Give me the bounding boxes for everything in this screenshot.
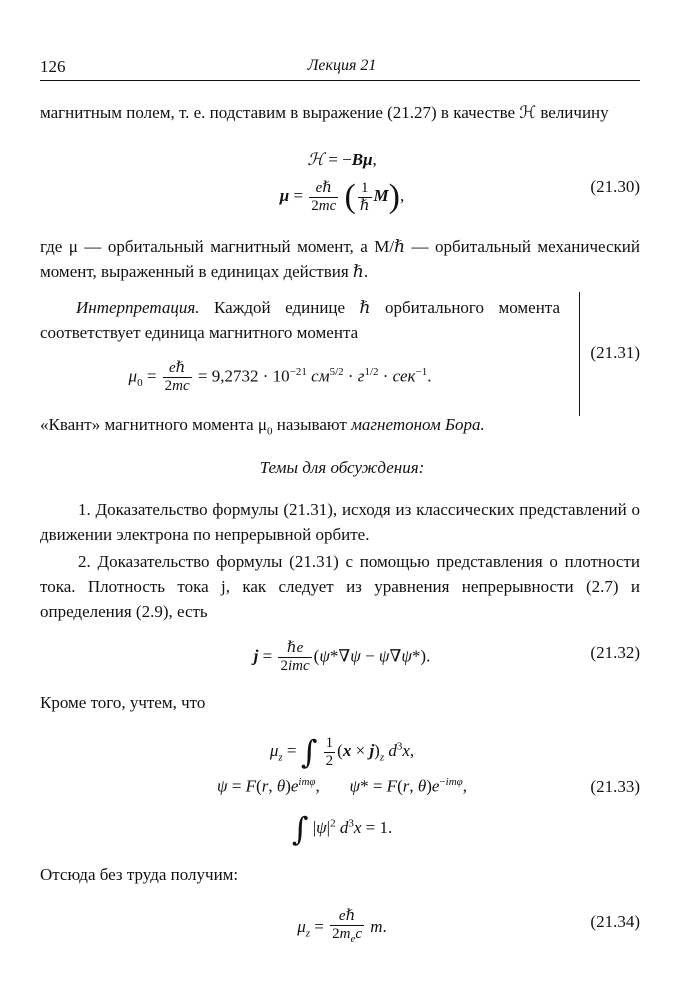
paragraph-otsyuda: Отсюда без труда получим: — [40, 865, 239, 884]
equation-number-21-34: (21.34) — [590, 912, 640, 931]
equation-hamiltonian: ℋ = −Bμ, — [307, 150, 377, 169]
equation-bohr-magneton: $\mu_0$ = $\frac{\text{eℏ}}{2mc}$ = $9,2732 \cdot 10^{-21}$ $см^{5/2} \cdot г^{1/2} \cdot сек^{-1}$. — [128, 360, 432, 394]
bohr-exponent: −21 — [289, 365, 307, 378]
paragraph-krome: Кроме того, учтем, что — [40, 693, 206, 712]
topics-heading: Темы для обсуждения: — [259, 458, 425, 477]
running-title: Лекция 21 — [307, 57, 377, 74]
bohr-term: магнетоном Бора. — [351, 415, 485, 434]
paragraph-bohr: «Квант» магнитного момента $\mu_0$ называют магнетоном Бора. — [40, 415, 485, 438]
equation-number-21-30: (21.30) — [590, 177, 640, 196]
page-number: 126 — [40, 57, 66, 76]
paragraph-orbital-moment: где μ — орбитальный магнитный момент, а M/ℏ — орбитальный механический момент, выраженный в единицах действия ℏ. — [40, 237, 640, 281]
header-rule — [40, 80, 640, 81]
interpretation-text: Каждой единице ℏ орбитального момента соответствует единица магнитного момента — [40, 298, 560, 342]
topic-item-2: 2. Доказательство формулы (21.31) с помощью представления о плотности тока. Плотность тока j, как следует из уравнения непрерывности (2.7) и определения (2.9), есть — [40, 552, 640, 621]
equation-number-21-32: (21.32) — [590, 643, 640, 662]
topic-item-1: 1. Доказательство формулы (21.31), исходя из классических представлений о движении электрона по непрерывной орбите. — [40, 500, 640, 544]
bracket-rule — [579, 292, 580, 416]
paragraph-magnetic-field: магнитным полем, т. е. подставим в выражение (21.27) в качестве ℋ величину — [40, 103, 609, 122]
equation-current-density: j = $\frac{\text{ℏe}}{\text{2imc}}$ (ψ*∇ψ − ψ∇ψ*). — [253, 640, 431, 674]
equation-number-21-31: (21.31) — [590, 343, 640, 362]
equation-mu-z-result: $\mu_z$ = $\frac{\text{eℏ}}{2m_ec}$ m. — [297, 908, 387, 945]
equation-mu: μ = $\frac{\text{eℏ}}{2mc}$ ( $\frac{1}{\text{ℏ}}$ M), — [279, 178, 405, 215]
equation-psi: ψ = F(r, $\theta)e^{im\varphi}$, ψ* = F(r, $\theta)e^{-im\varphi}$, — [217, 776, 467, 796]
equation-number-21-33: (21.33) — [590, 777, 640, 796]
bohr-value: 9,2732 · 10 — [211, 366, 290, 386]
interpretation-lead: Интерпретация. — [76, 298, 200, 317]
equation-mu-z-integral: $\mu_z$ = ∫ $\frac{1}{2}$ $(x \times j)_z$ $d^3x$, — [269, 733, 415, 771]
equation-normalization: ∫ $|\psi|^2$ $d^3x = 1$. — [291, 810, 393, 848]
paragraph-interpretation — [40, 295, 560, 345]
